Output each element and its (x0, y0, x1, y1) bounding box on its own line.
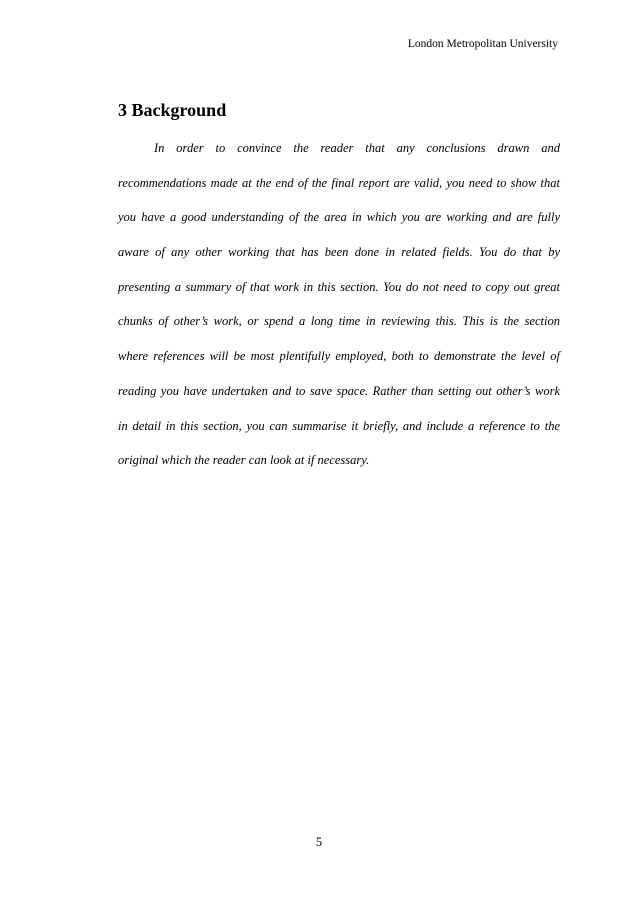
section-heading: 3 Background (118, 100, 227, 120)
paragraph-line: In order to convince the reader that any conclusions drawn and (154, 141, 560, 155)
paragraph-line: reading you have undertaken and to save space. Rather than setting out other’s work (118, 383, 560, 398)
paragraph-line: original which the reader can look at if necessary. (118, 453, 370, 468)
paragraph-line: chunks of other’s work, or spend a long time in reviewing this. This is the section (118, 314, 560, 329)
running-header: London Metropolitan University (407, 38, 558, 50)
paragraph-line: you have a good understanding of the area in which you are working and are fully (118, 210, 560, 225)
body-paragraph (118, 131, 560, 478)
paragraph-line: where references will be most plentifully employed, both to demonstrate the level of (118, 349, 560, 364)
paragraph-line: presenting a summary of that work in this section. You do not need to copy out great (118, 279, 560, 294)
paragraph-line: in detail in this section, you can summarise it briefly, and include a reference to the (118, 418, 560, 433)
paragraph-line: aware of any other working that has been done in related fields. You do that by (118, 245, 560, 260)
paragraph-line: recommendations made at the end of the final report are valid, you need to show that (118, 175, 560, 190)
page-number: 5 (315, 835, 323, 849)
